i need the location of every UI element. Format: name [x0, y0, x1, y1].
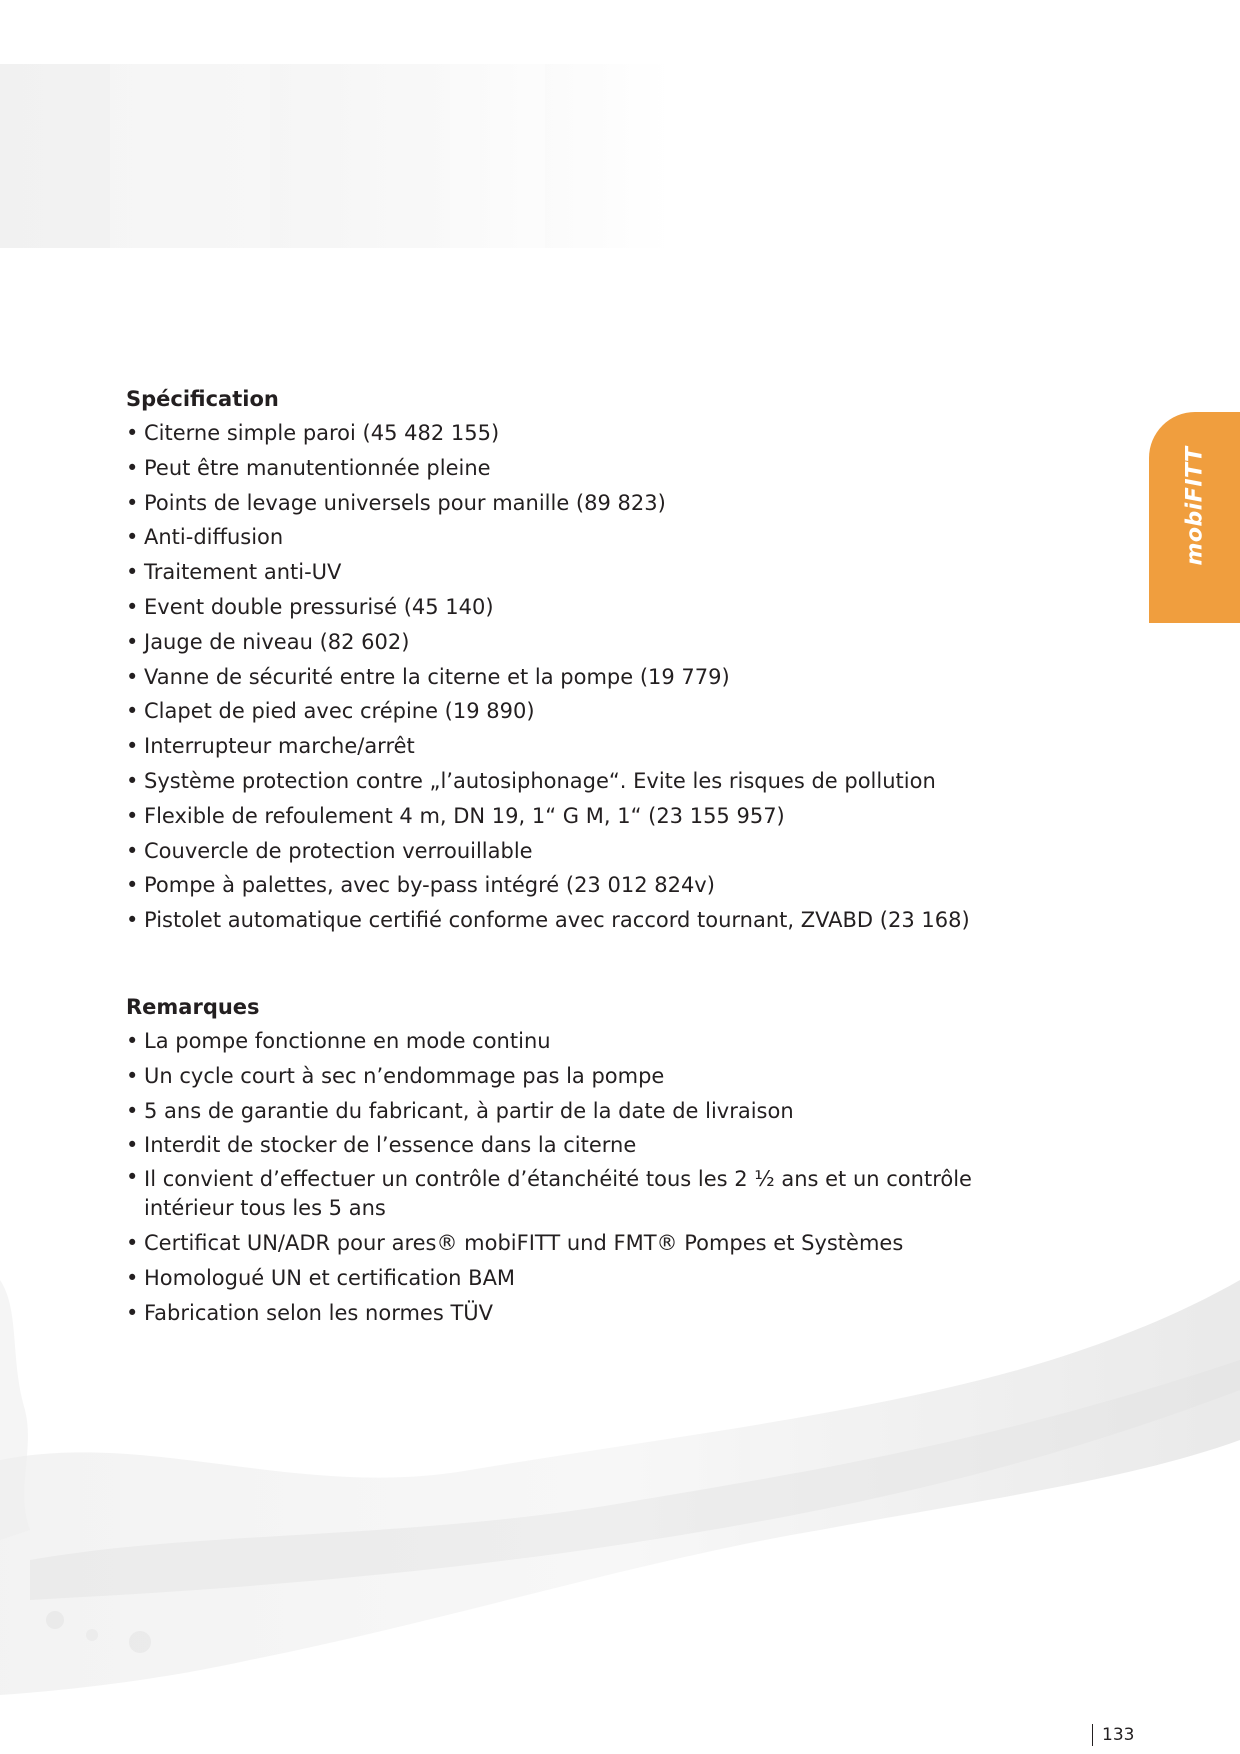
list-item: • La pompe fonctionne en mode continu [126, 1024, 1066, 1059]
list-item: • Traitement anti-UV [126, 555, 1066, 590]
list-item: • Fabrication selon les normes TÜV [126, 1296, 1066, 1331]
page-number: 133 [1092, 1724, 1134, 1746]
header-decoration [0, 64, 672, 248]
list-item: • Couvercle de protection verrouillable [126, 834, 1066, 869]
section-tab [1149, 412, 1240, 623]
list-item: • 5 ans de garantie du fabricant, à partir de la date de livraison [126, 1094, 1066, 1129]
list-item: • Pompe à palettes, avec by-pass intégré (23 012 824v) [126, 868, 1066, 903]
list-item: • Système protection contre „l’autosiphonage“. Evite les risques de pollution [126, 764, 1066, 799]
list-item: • Points de levage universels pour manille (89 823) [126, 486, 1066, 521]
list-item: • Pistolet automatique certifié conforme avec raccord tournant, ZVABD (23 168) [126, 903, 1066, 938]
list-item: • Anti-diffusion [126, 520, 1066, 555]
list-item: • Un cycle court à sec n’endommage pas la pompe [126, 1059, 1066, 1094]
list-item: • Citerne simple paroi (45 482 155) [126, 416, 1066, 451]
list-item: • Jauge de niveau (82 602) [126, 625, 1066, 660]
list-item: • Certificat UN/ADR pour ares® mobiFITT und FMT® Pompes et Systèmes [126, 1226, 1066, 1261]
list-item: • Vanne de sécurité entre la citerne et la pompe (19 779) [126, 660, 1066, 695]
specification-list [126, 416, 1066, 938]
list-item: • Interdit de stocker de l’essence dans la citerne [126, 1128, 1066, 1163]
specification-title: Spécification [126, 387, 279, 411]
remarques-section [126, 990, 1066, 1331]
list-item: • Event double pressurisé (45 140) [126, 590, 1066, 625]
specification-section [126, 382, 1066, 938]
remarques-list [126, 1024, 1066, 1331]
remarques-title: Remarques [126, 995, 260, 1019]
list-item: • Homologué UN et certification BAM [126, 1261, 1066, 1296]
list-item: • Clapet de pied avec crépine (19 890) [126, 694, 1066, 729]
list-item: • Il convient d’effectuer un contrôle d’étanchéité tous les 2 ½ ans et un contrôle intérieur tous les 5 ans [126, 1163, 1066, 1226]
list-item: • Peut être manutentionnée pleine [126, 451, 1066, 486]
list-item: • Interrupteur marche/arrêt [126, 729, 1066, 764]
section-tab-label: mobiFITT [1182, 446, 1207, 566]
list-item: • Flexible de refoulement 4 m, DN 19, 1“ G M, 1“ (23 155 957) [126, 799, 1066, 834]
